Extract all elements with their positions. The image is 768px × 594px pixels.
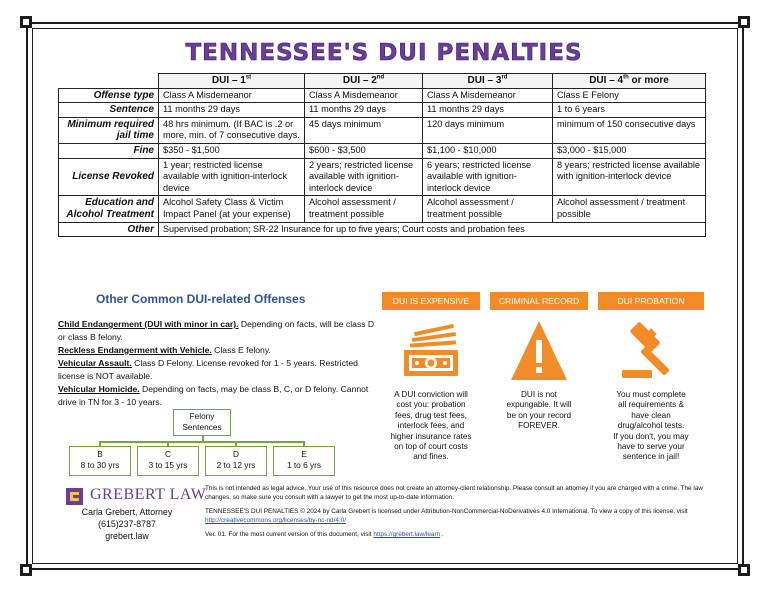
contact-block [58, 506, 196, 542]
offense-text: Depending on facts, may be class B, C, or D felony. Cannot drive in TN for 3 - 10 years. [58, 384, 369, 407]
card-line: be on your record [506, 410, 572, 420]
table-row [59, 117, 706, 143]
card-title: DUI IS EXPENSIVE [382, 292, 480, 310]
license-sentence: TENNESSEE'S DUI PENALTIES © 2024 by Carla Grebert is licensed under Attribution-NonCommercial-NoDerivatives 4.0 International. To view a copy of this license, visit [205, 508, 688, 515]
column-header: DUI – 4th or more [553, 74, 706, 89]
table-cell: 45 days minimum [305, 117, 423, 143]
column-header: DUI – 1st [159, 74, 305, 89]
card-line: DUI is not [521, 390, 557, 399]
card-criminal-record [490, 292, 588, 468]
offense-name: Vehicular Homicide. [58, 384, 140, 394]
tree-connector [99, 441, 304, 443]
card-dui-probation [598, 292, 704, 468]
table-cell: $3,000 - $15,000 [553, 143, 706, 158]
card-line: expungable. It will [506, 400, 572, 410]
corner-ornament [738, 564, 750, 576]
offenses-list [58, 318, 378, 409]
attorney-name: Carla Grebert, Attorney [81, 507, 173, 517]
table-row [59, 88, 706, 103]
corner-ornament [20, 16, 32, 28]
card-line: fees, drug test fees, [395, 410, 467, 420]
table-row [59, 158, 706, 196]
row-header: Education and Alcohol Treatment [59, 196, 159, 222]
corner-ornament [20, 564, 32, 576]
table-cell: Alcohol assessment / treatment possible [305, 196, 423, 222]
table-cell: 11 months 29 days [305, 103, 423, 118]
table-cell: minimum of 150 consecutive days [553, 117, 706, 143]
column-header: DUI – 2nd [305, 74, 423, 89]
offense-name: Child Endangerment (DUI with minor in car). [58, 319, 239, 329]
table-cell: Supervised probation; SR-22 Insurance for up to five years; Court costs and probation fees [159, 222, 706, 237]
table-cell: Class E Felony [553, 88, 706, 103]
table-row [59, 103, 706, 118]
table-cell: 6 years; restricted license available with ignition-interlock device [423, 158, 553, 196]
card-line: sentence in jail! [622, 452, 680, 462]
license-link[interactable]: http://creativecommons.org/licenses/by-nc-nd/4.0/ [205, 517, 347, 524]
felony-root-label: Sentences [182, 422, 222, 432]
learn-link[interactable]: https://grebert.law/learn [373, 531, 441, 538]
felony-class-box [205, 446, 267, 476]
table-cell: Class A Misdemeanor [159, 88, 305, 103]
offense-item [58, 318, 378, 344]
card-line: FOREVER. [518, 421, 560, 431]
money-icon [396, 322, 466, 382]
table-cell: 1 year; restricted license available with ignition-interlock device [159, 158, 305, 196]
card-line: drug/alcohol tests. [617, 421, 685, 431]
table-cell: Alcohol assessment / treatment possible [423, 196, 553, 222]
felony-class-range: 2 to 12 yrs [216, 460, 256, 470]
felony-class-label: B [97, 449, 103, 459]
offense-text: Depending on facts, will be class D or class B felony. [58, 319, 375, 342]
offense-item [58, 383, 378, 409]
table-cell: $600 - $3,500 [305, 143, 423, 158]
license-text [205, 507, 705, 525]
card-line: If you don't, you may [613, 431, 689, 441]
card-line: on top of court costs [394, 442, 468, 452]
offense-name: Vehicular Assault. [58, 358, 132, 368]
table-cell: 1 to 6 years [553, 103, 706, 118]
warning-icon [508, 318, 570, 384]
table-cell: 11 months 29 days [423, 103, 553, 118]
page-title: TENNESSEE'S DUI PENALTIES [185, 40, 583, 66]
table-cell: 120 days minimum [423, 117, 553, 143]
table-cell: 2 years; restricted license available with ignition-interlock device [305, 158, 423, 196]
felony-root-label: Felony [189, 411, 215, 421]
table-cell: Class A Misdemeanor [305, 88, 423, 103]
offenses-heading: Other Common DUI-related Offenses [96, 292, 306, 306]
corner-ornament [738, 16, 750, 28]
felony-class-box [69, 446, 131, 476]
felony-class-label: D [233, 449, 239, 459]
felony-class-box [273, 446, 335, 476]
row-header: Offense type [59, 88, 159, 103]
felony-class-range: 8 to 30 yrs [80, 460, 120, 470]
disclaimer-text: This is not intended as legal advice. Your use of this resource does not create an attorney-client relationship. Please consult an attorney if you are charged with a crime. The law changes, so make sure you consult with a lawyer to get the most up-to-date information. [205, 485, 703, 501]
table-cell: Alcohol assessment / treatment possible [553, 196, 706, 222]
felony-class-label: E [301, 449, 307, 459]
table-header-row [59, 74, 706, 89]
offense-item [58, 357, 378, 383]
table-cell: 48 hrs minimum. (If BAC is .2 or more, min. of 7 consecutive days. [159, 117, 305, 143]
table-cell: Alcohol Safety Class & Victim Impact Panel (at your expense) [159, 196, 305, 222]
table-row [59, 143, 706, 158]
legal-notes [205, 484, 705, 544]
card-line: cost you: probation [396, 400, 466, 410]
offense-item [58, 344, 378, 357]
brand-name: GREBERT LAW [90, 486, 207, 503]
table-cell: Class A Misdemeanor [423, 88, 553, 103]
offense-text: Class E felony. [211, 345, 271, 355]
felony-class-range: 1 to 6 yrs [286, 460, 322, 470]
card-line: You must complete [616, 390, 686, 399]
table-cell: $1,100 - $10,000 [423, 143, 553, 158]
felony-class-range: 3 to 15 yrs [148, 460, 188, 470]
row-header: Minimum required jail time [59, 117, 159, 143]
card-text [382, 390, 480, 463]
table-row [59, 196, 706, 222]
row-header: License Revoked [59, 158, 159, 196]
row-header: Sentence [59, 103, 159, 118]
grebert-logo-icon [66, 488, 83, 505]
row-header: Fine [59, 143, 159, 158]
version-end: . [440, 531, 444, 538]
table-row [59, 222, 706, 237]
table-cell: $350 - $1,500 [159, 143, 305, 158]
offense-name: Reckless Endangerment with Vehicle. [58, 345, 212, 355]
row-header: Other [59, 222, 159, 237]
penalties-table [58, 73, 706, 237]
card-line: and fines. [413, 452, 449, 462]
card-line: interlock fees, and [397, 421, 465, 431]
gavel-icon [618, 318, 684, 384]
version-sentence: Ver. 01. For the most current version of this document, visit [205, 531, 374, 538]
card-dui-expensive [382, 292, 480, 468]
column-header: DUI – 3rd [423, 74, 553, 89]
card-line: have clean [631, 410, 671, 420]
website-text: grebert.law [105, 531, 149, 541]
card-line: have to serve your [617, 442, 685, 452]
card-line: A DUI conviction will [394, 390, 468, 399]
card-title: CRIMINAL RECORD [490, 292, 588, 310]
offense-text: Class D Felony. License revoked for 1 - 5 years. Restricted license is NOT available. [58, 358, 358, 381]
felony-class-label: C [165, 449, 171, 459]
card-line: all requirements & [618, 400, 684, 410]
table-cell: 11 months 29 days [159, 103, 305, 118]
phone-number: (615)237-8787 [98, 519, 156, 529]
version-text [205, 530, 705, 539]
card-title: DUI PROBATION [598, 292, 704, 310]
card-text [490, 390, 588, 432]
felony-root-box [173, 409, 231, 436]
felony-class-box [137, 446, 199, 476]
table-corner [59, 74, 159, 89]
card-line: higher insurance rates [390, 431, 472, 441]
table-cell: 8 years; restricted license available with ignition-interlock device [553, 158, 706, 196]
card-text [598, 390, 704, 463]
